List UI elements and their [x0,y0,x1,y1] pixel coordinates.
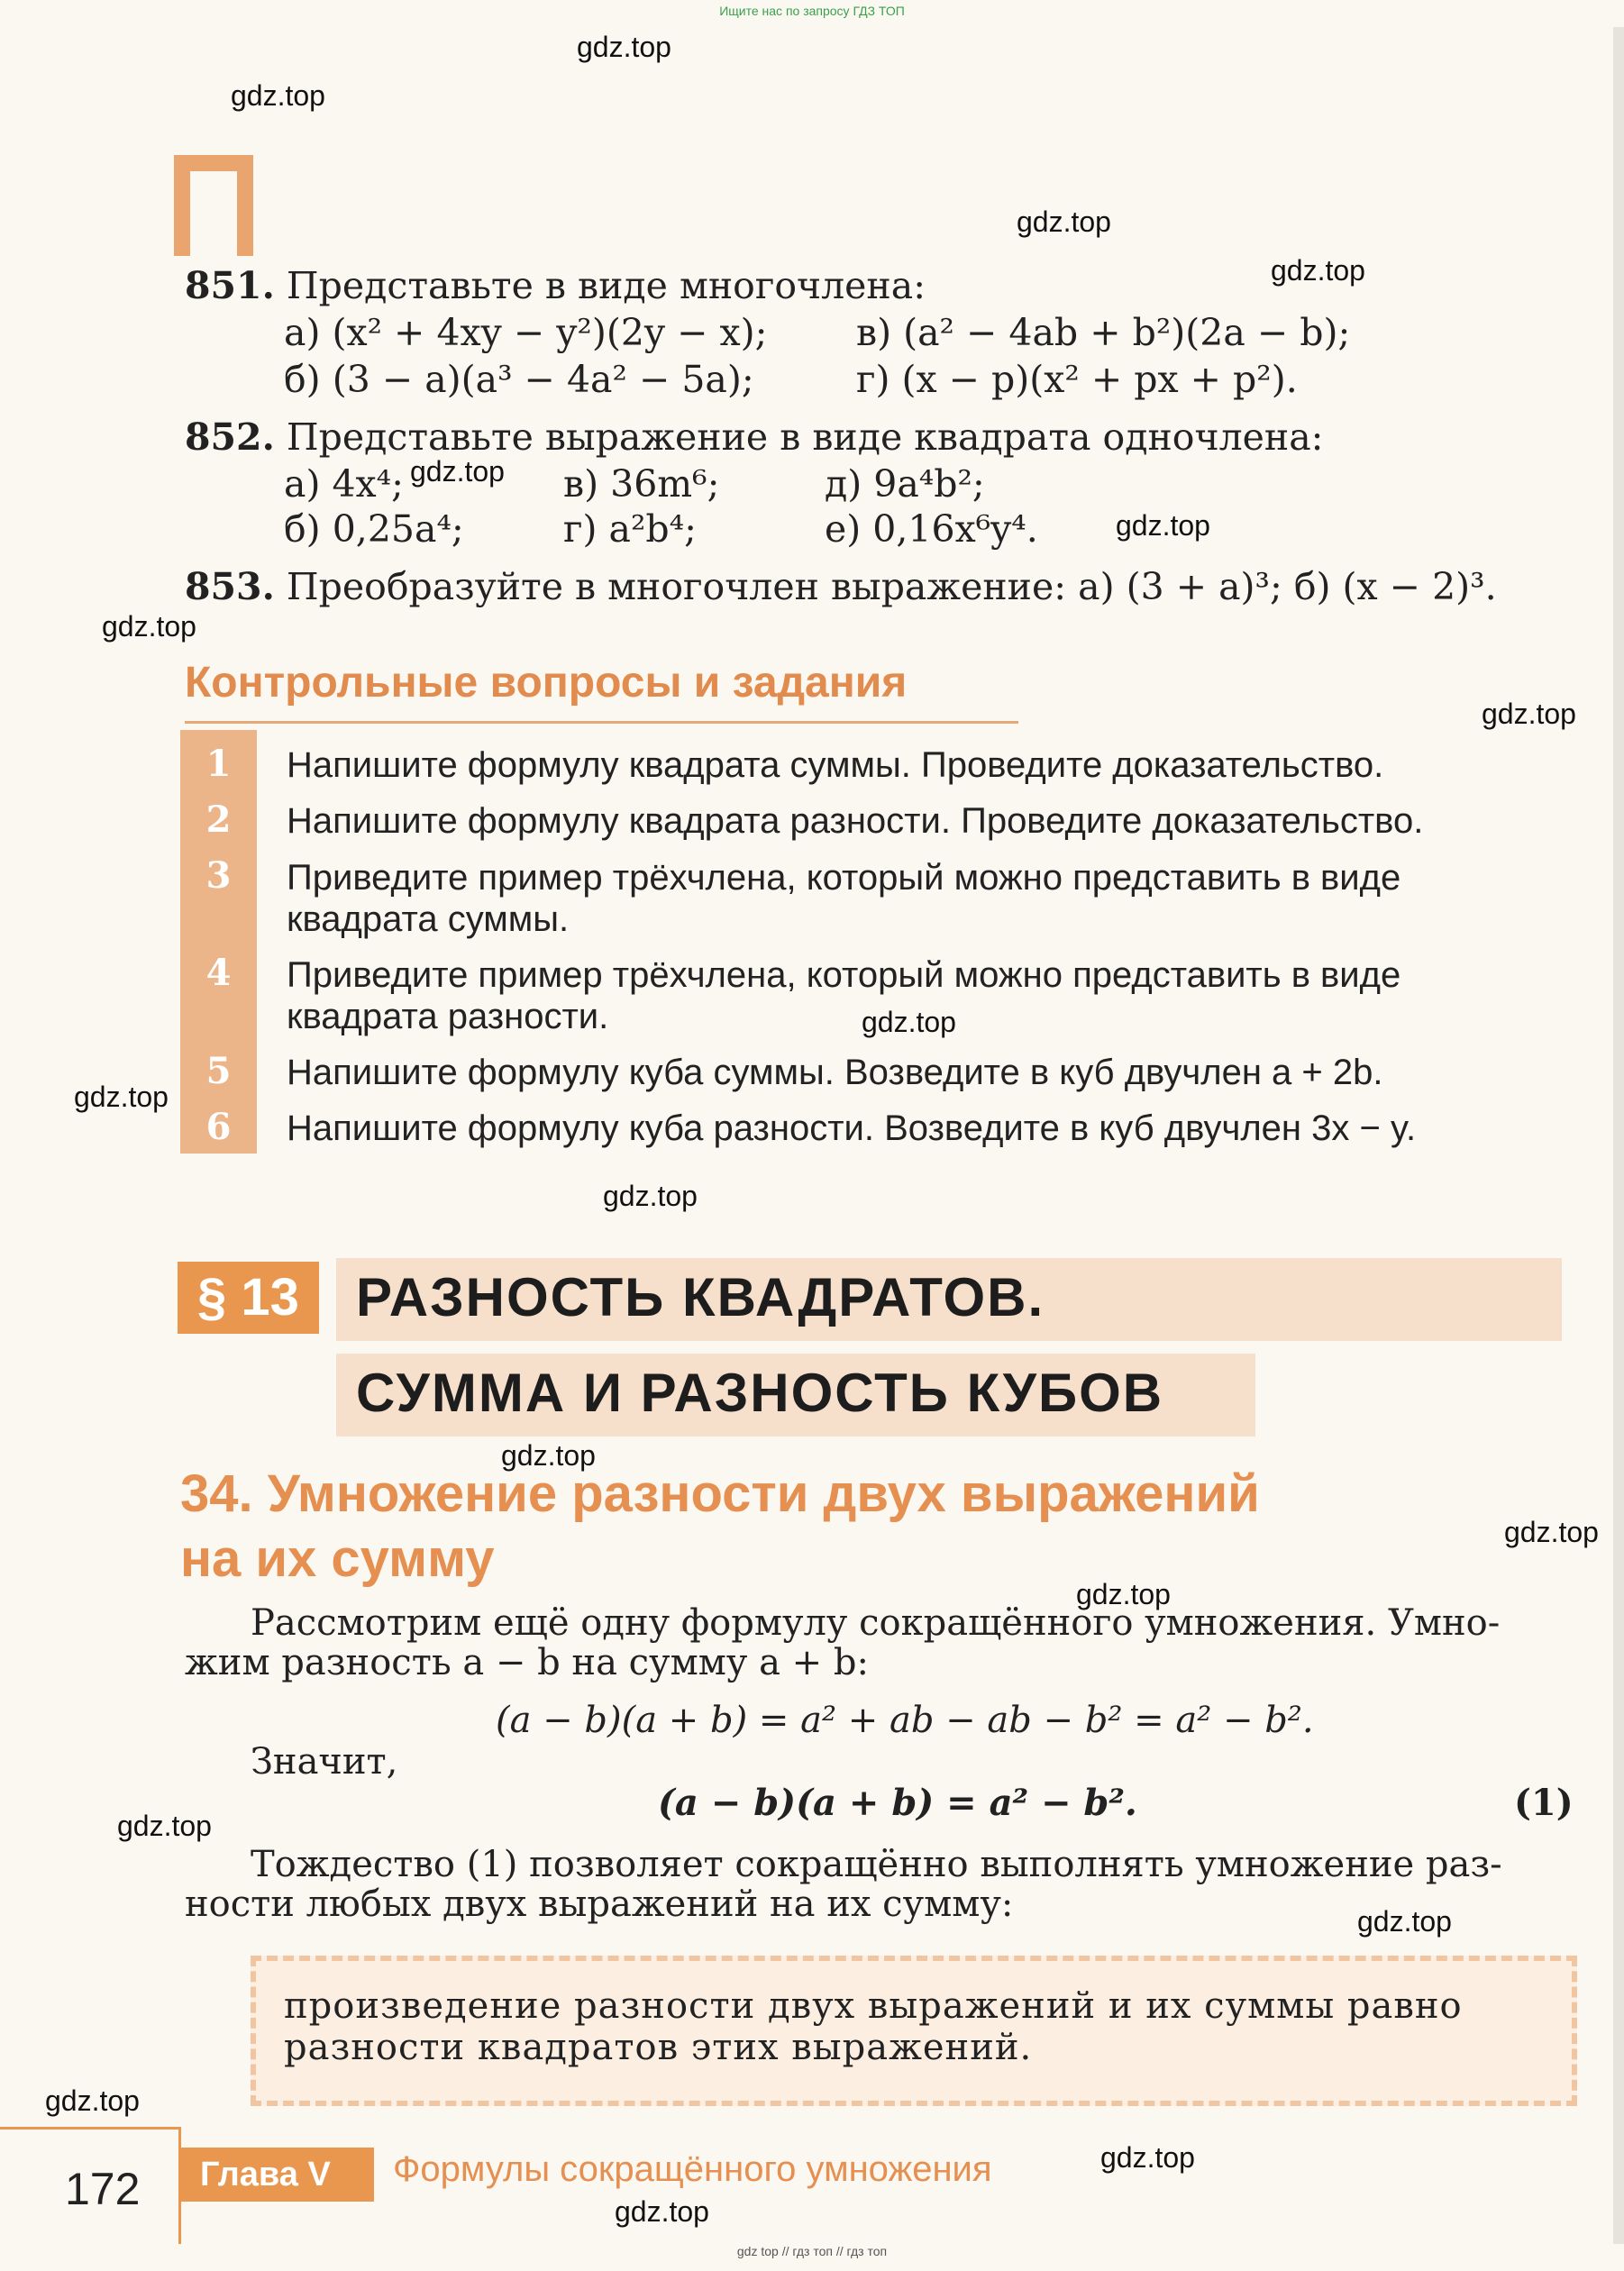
watermark: gdz.top [1482,698,1576,730]
problem-851-a: а) (x² + 4xy − y²)(2y − x); [284,311,768,354]
question-number: 1 [205,743,232,785]
equation-number: (1) [1514,1782,1574,1824]
watermark: gdz.top [117,1810,212,1842]
problem-852-d: д) 9a⁴b²; [825,462,985,506]
question-text: Напишите формулу куба суммы. Возведите в куб двучлен a + 2b. [287,1053,1383,1092]
paragraph-line: Тождество (1) позволяет сокращённо выполнять умножение раз- [251,1844,1502,1885]
section-badge: § 13 [178,1262,319,1334]
watermark: gdz.top [1116,509,1210,542]
page-edge [1613,27,1624,2244]
question-text: квадрата суммы. [287,899,570,939]
paragraph-line: Значит, [251,1741,398,1783]
paragraph-line: ности любых двух выражений на их сумму: [185,1883,1014,1925]
top-note: Ищите нас по запросу ГДЗ ТОП [719,4,905,18]
question-number: 5 [205,1050,232,1092]
paragraph-line: жим разность a − b на сумму a + b: [185,1642,869,1683]
question-number: 2 [205,798,232,841]
question-text: Приведите пример трёхчлена, который можно представить в виде [287,858,1401,898]
watermark: gdz.top [231,79,325,112]
problem-852-b: б) 0,25a⁴; [284,507,464,551]
question-number: 6 [205,1106,232,1148]
page-number: 172 [65,2164,141,2214]
problem-851: 851. Представьте в виде многочлена: [185,264,926,307]
watermark: gdz.top [45,2084,140,2117]
watermark: gdz.top [410,455,505,488]
watermark: gdz.top [1017,205,1111,238]
question-text: Приведите пример трёхчлена, который можно представить в виде [287,955,1401,995]
problem-851-v: в) (a² − 4ab + b²)(2a − b); [856,311,1351,354]
problem-852-v: в) 36m⁶; [563,462,720,506]
watermark: gdz.top [1271,254,1365,287]
question-number: 4 [205,952,232,994]
watermark: gdz.top [1504,1516,1599,1548]
watermark: gdz.top [74,1081,169,1113]
section-title: РАЗНОСТЬ КВАДРАТОВ. [356,1267,1045,1327]
watermark: gdz.top [862,1006,956,1038]
subsection-title: на их сумму [180,1529,495,1588]
equation: (a − b)(a + b) = a² + ab − ab − b² = a² − b². [496,1700,1314,1741]
problem-852-g: г) a²b⁴; [563,507,697,551]
chapter-badge: Глава V [180,2148,374,2202]
question-text: Напишите формулу квадрата суммы. Проведите доказательство. [287,745,1384,785]
problem-851-b: б) (3 − a)(a³ − 4a² − 5a); [284,358,754,401]
rule-text: разности квадратов этих выражений. [284,2027,1033,2068]
chapter-title: Формулы сокращённого умножения [393,2149,992,2189]
question-text: квадрата разности. [287,997,609,1036]
problem-853: 853. Преобразуйте в многочлен выражение: а) (3 + a)³; б) (x − 2)³. [185,565,1497,608]
title-underline [185,721,1018,724]
watermark: gdz.top [102,610,196,643]
paragraph-line: Рассмотрим ещё одну формулу сокращённого умножения. Умно- [251,1602,1501,1644]
control-questions-title: Контрольные вопросы и задания [185,659,908,707]
problem-851-g: г) (x − p)(x² + px + p²). [856,358,1298,401]
question-text: Напишите формулу квадрата разности. Проведите доказательство. [287,801,1424,841]
watermark: gdz.top [1076,1578,1171,1610]
watermark: gdz.top [1100,2141,1195,2174]
section-subtitle: СУММА И РАЗНОСТЬ КУБОВ [356,1363,1164,1423]
watermark: gdz.top [615,2195,709,2228]
problem-852-a: а) 4x⁴; [284,462,404,506]
bottom-note: gdz top // гдз топ // гдз топ [736,2244,888,2258]
question-number: 3 [205,854,232,897]
subsection-title: 34. Умножение разности двух выражений [180,1464,1260,1523]
identity-equation: (a − b)(a + b) = a² − b². [658,1782,1137,1824]
rule-text: произведение разности двух выражений и их суммы равно [284,1985,1463,2027]
problem-852-e: е) 0,16x⁶y⁴. [825,507,1038,551]
watermark: gdz.top [577,31,671,63]
watermark: gdz.top [501,1439,596,1472]
question-text: Напишите формулу куба разности. Возведите в куб двучлен 3x − y. [287,1108,1417,1148]
watermark: gdz.top [1357,1905,1452,1938]
problem-852: 852. Представьте выражение в виде квадрата одночлена: [185,415,1324,459]
footer-line [0,2127,180,2130]
watermark: gdz.top [603,1180,698,1212]
practice-icon [174,155,253,256]
